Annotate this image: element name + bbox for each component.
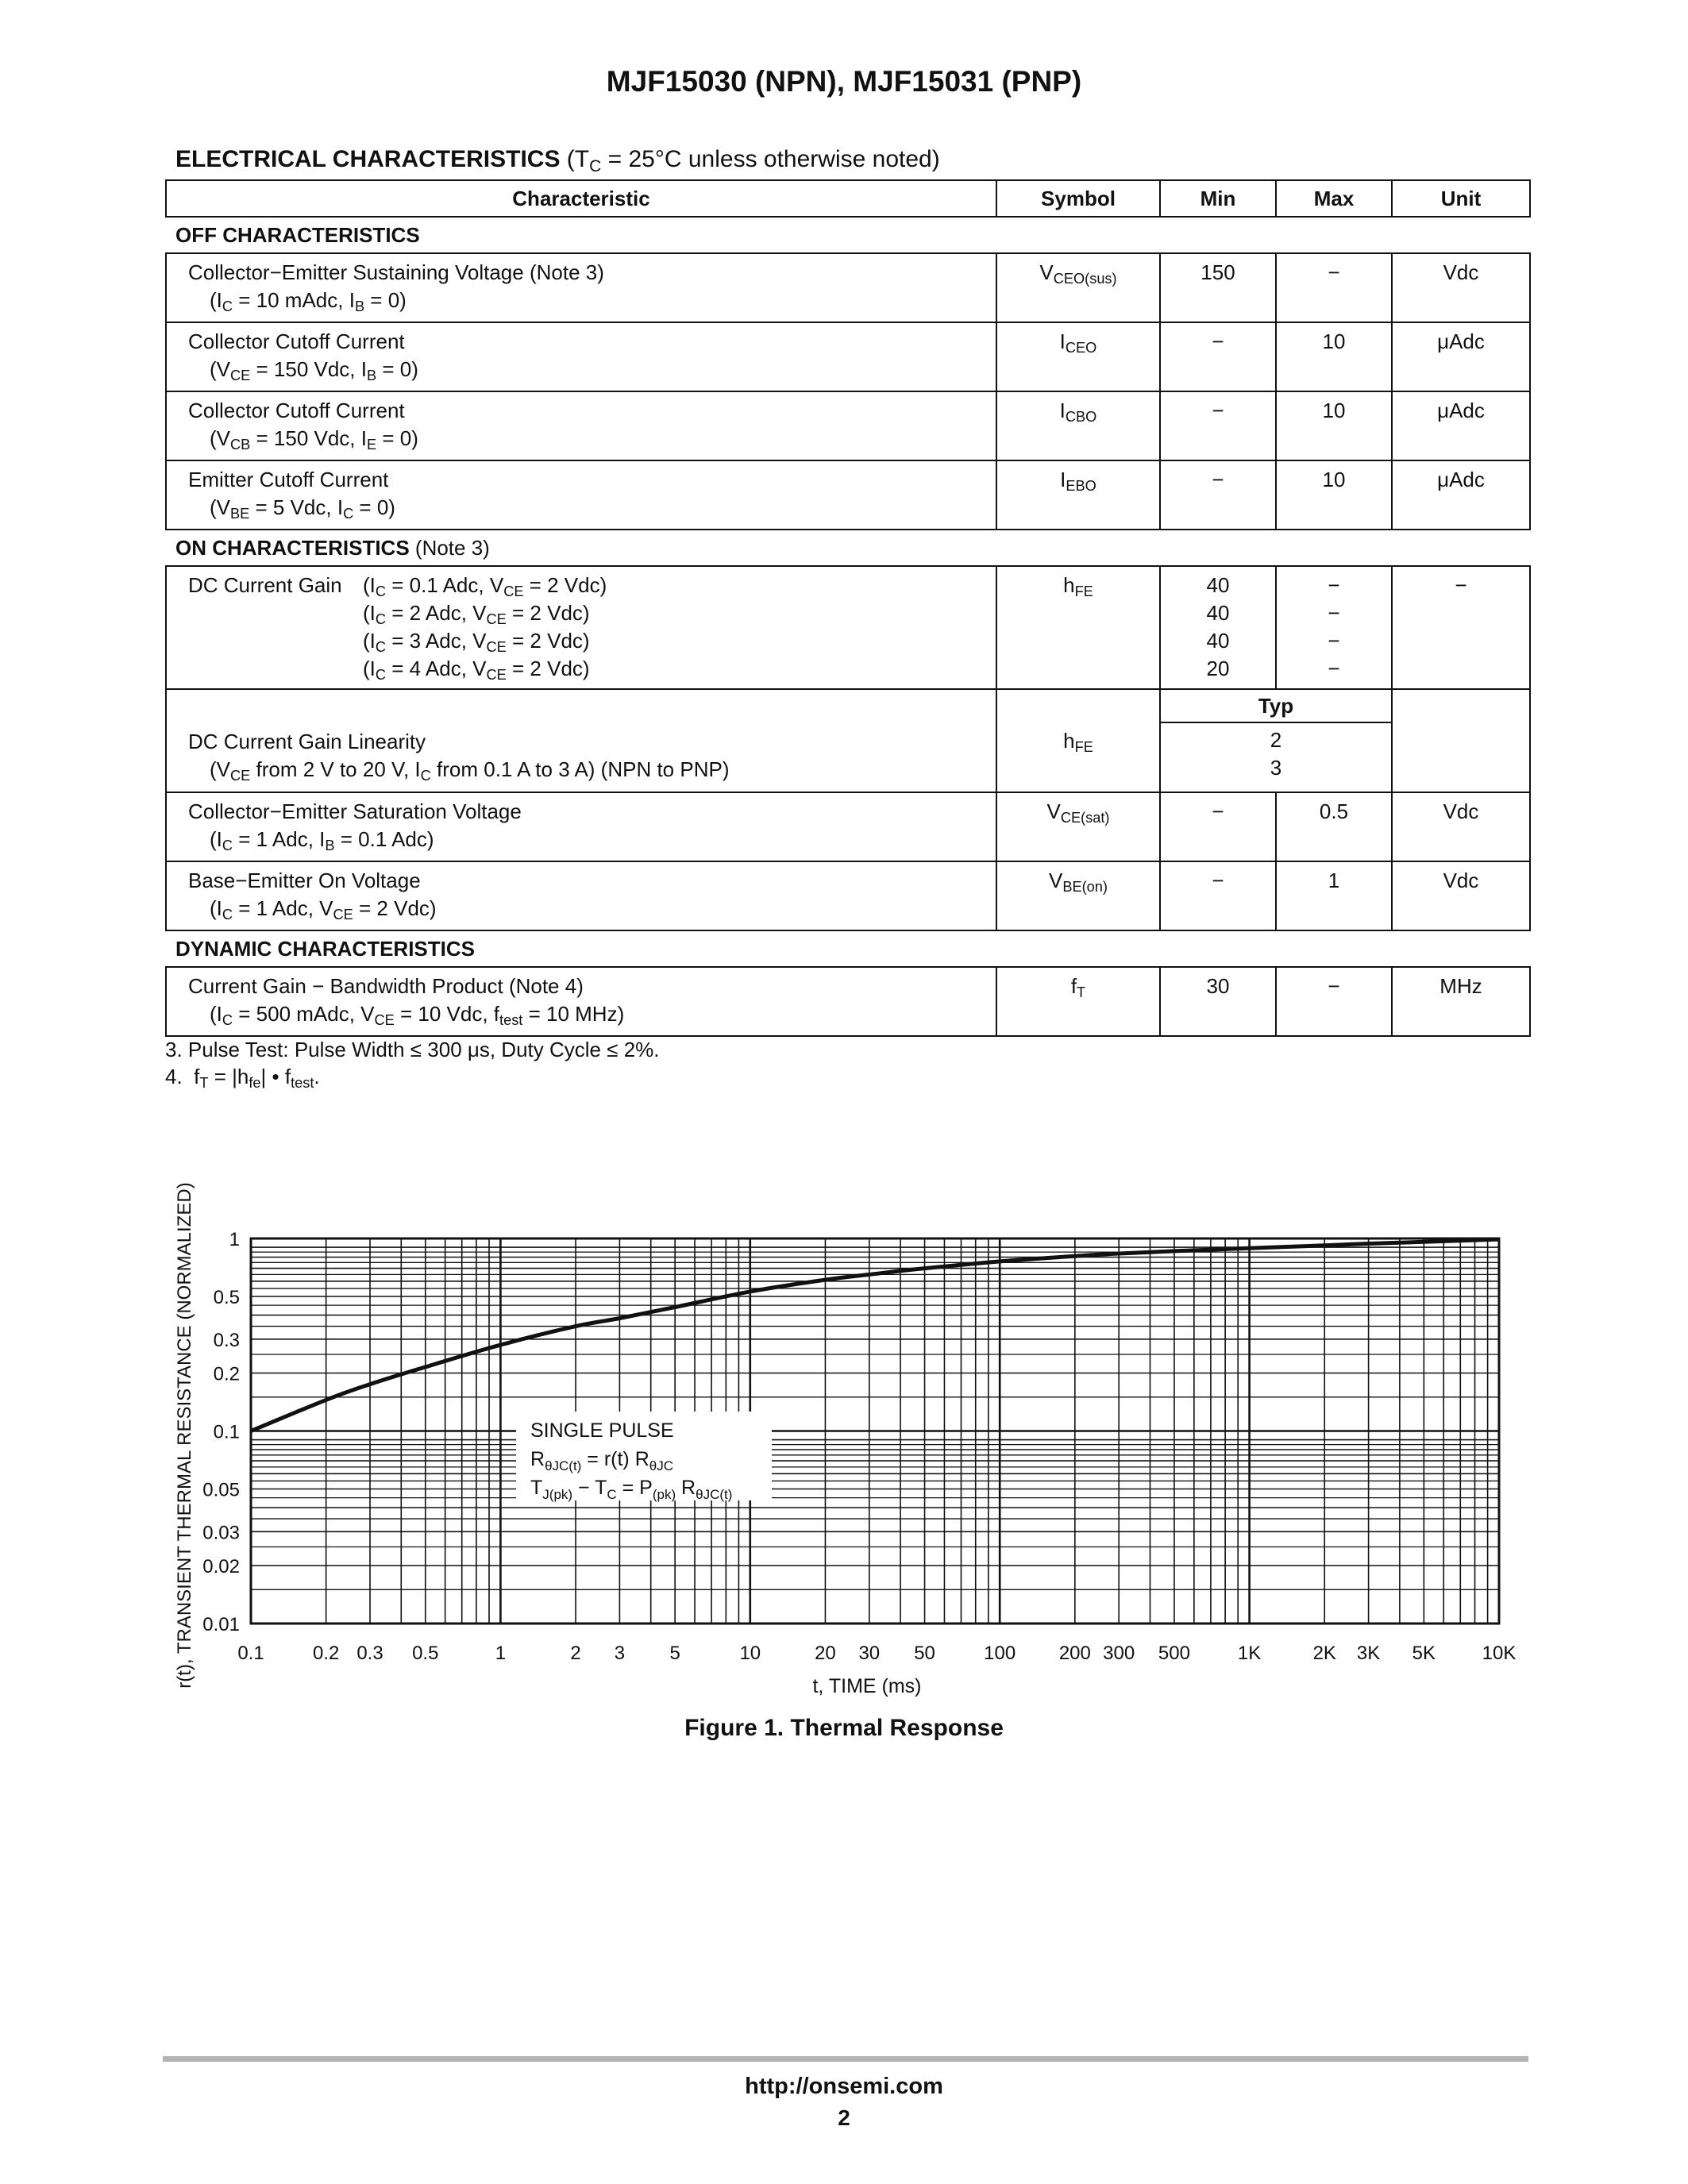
symbol-cell: $I_{CEO}$ (996, 322, 1160, 391)
footer-divider (163, 2056, 1528, 2062)
gain-line-0 (188, 572, 996, 599)
min-cell: − (1160, 322, 1276, 391)
max-cell: 10 (1276, 460, 1392, 530)
x-tick-label: 5 (669, 1643, 680, 1664)
table-header-row (166, 180, 1530, 217)
gain-condition: ($I_C = 0.1$ Adc, $V_{CE} = 2$ Vdc) (363, 573, 607, 600)
x-axis-label: t, TIME (ms) (812, 1675, 922, 1697)
table-row (166, 253, 1530, 322)
section-condition-post: = 25°C unless otherwise noted) (601, 146, 940, 172)
max-cell: − (1276, 967, 1392, 1036)
min-cell: − (1160, 792, 1276, 861)
header-max: Max (1276, 180, 1392, 217)
x-tick-label: 1 (495, 1643, 507, 1664)
gain-condition: ($I_C = 4$ Adc, $V_{CE} = 2$ Vdc) (363, 657, 590, 684)
x-tick-label: 0.2 (312, 1643, 340, 1664)
x-tick-label: 10K (1482, 1643, 1517, 1664)
x-tick-label: 200 (1058, 1643, 1091, 1664)
unit-cell: μAdc (1392, 391, 1530, 460)
section-condition-pre: (T (566, 146, 590, 172)
table-row (166, 460, 1530, 530)
max-value: − (1328, 657, 1340, 680)
characteristic-cell (166, 689, 996, 792)
y-tick-label: 0.1 (213, 1421, 240, 1443)
symbol-cell: $h_{FE}$ (996, 566, 1160, 689)
characteristic-condition: ($I_C = 500$ mAdc, $V_{CE} = 10$ Vdc, $f_{test} = 10$ MHz) (210, 1002, 625, 1029)
max-cell: 0.5 (1276, 792, 1392, 861)
table-row (166, 967, 1530, 1036)
y-tick-label: 0.05 (202, 1479, 240, 1501)
figure-caption: Figure 1. Thermal Response (684, 1715, 1004, 1741)
y-tick-label: 0.5 (213, 1286, 240, 1308)
characteristic-cell (166, 322, 996, 391)
section-title-on (166, 530, 1530, 566)
characteristic-name: Current Gain − Bandwidth Product (Note 4) (188, 974, 584, 998)
y-tick-label: 0.02 (202, 1556, 240, 1578)
symbol-cell: $h_{FE}$ (996, 689, 1160, 792)
y-tick-label: 0.2 (213, 1363, 240, 1385)
symbol-cell: $I_{EBO}$ (996, 460, 1160, 530)
section-condition-sub: C (589, 156, 602, 175)
characteristic-condition: ($I_C = 1$ Adc, $I_B = 0.1$ Adc) (210, 827, 434, 854)
typ-value: 2 (1270, 728, 1282, 752)
characteristic-cell (166, 460, 996, 530)
header-symbol: Symbol (996, 180, 1160, 217)
x-tick-label: 30 (858, 1643, 881, 1664)
footnote-4-text: $f_T = |h_{fe}|$ • $f_{test}$. (194, 1065, 320, 1092)
min-cell: − (1160, 391, 1276, 460)
symbol-cell: $V_{BE(on)}$ (996, 861, 1160, 930)
max-cell: 10 (1276, 322, 1392, 391)
y-axis-label: r(t), TRANSIENT THERMAL RESISTANCE (NORMALIZED) (174, 1182, 195, 1689)
y-tick-label: 0.01 (202, 1614, 240, 1635)
characteristic-name: Collector Cutoff Current (188, 399, 405, 422)
unit-cell: Vdc (1392, 861, 1530, 930)
characteristic-condition: ($V_{CE}$ from 2 V to 20 V, $I_C$ from 0.1 A to 3 A) (NPN to PNP) (210, 757, 730, 784)
characteristic-condition: ($I_C = 1$ Adc, $V_{CE} = 2$ Vdc) (210, 896, 437, 923)
y-tick-label: 0.03 (202, 1522, 240, 1544)
characteristic-name: Collector Cutoff Current (188, 329, 405, 353)
x-tick-label: 0.3 (356, 1643, 383, 1664)
symbol-cell: $f_T$ (996, 967, 1160, 1036)
section-note-on: (Note 3) (414, 535, 490, 560)
characteristic-name: Collector−Emitter Sustaining Voltage (Note 3) (188, 260, 604, 284)
electrical-characteristics-table (165, 179, 1531, 1037)
max-value: − (1328, 629, 1340, 653)
unit-cell (1392, 689, 1530, 792)
x-tick-label: 50 (914, 1643, 935, 1664)
table-row (166, 391, 1530, 460)
max-cell: 10 (1276, 391, 1392, 460)
section-title-dynamic: DYNAMIC CHARACTERISTICS (166, 930, 1530, 967)
legend-line-3: $T_{J(pk)} - T_C = P_{(pk)}$ $R_{\theta JC(t)}$ (530, 1477, 733, 1502)
characteristic-cell (166, 391, 996, 460)
table-row (166, 566, 1530, 689)
min-value: 40 (1206, 573, 1230, 597)
header-characteristic: Characteristic (166, 180, 996, 217)
gain-condition: ($I_C = 3$ Adc, $V_{CE} = 2$ Vdc) (363, 629, 590, 656)
max-cell: − (1276, 253, 1392, 322)
unit-cell: MHz (1392, 967, 1530, 1036)
x-tick-labels (237, 1643, 1516, 1664)
legend-line-2: $R_{\theta JC(t)} = r(t)$ $R_{\theta JC}$ (530, 1448, 673, 1473)
footnote-4 (165, 1063, 660, 1090)
characteristic-cell (166, 253, 996, 322)
typ-cell (1160, 689, 1392, 792)
characteristic-condition: ($V_{CB} = 150$ Vdc, $I_E = 0$) (210, 426, 418, 453)
unit-cell: − (1392, 566, 1530, 689)
max-value: − (1328, 601, 1340, 625)
characteristic-cell (166, 792, 996, 861)
x-tick-label: 0.1 (237, 1643, 264, 1664)
typ-value: 3 (1270, 756, 1282, 780)
footnote-3: 3. Pulse Test: Pulse Width ≤ 300 μs, Duty Cycle ≤ 2%. (165, 1038, 660, 1061)
min-cell: 150 (1160, 253, 1276, 322)
typ-label: Typ (1161, 690, 1391, 723)
footnote-4-number: 4. (165, 1065, 183, 1088)
unit-cell: μAdc (1392, 460, 1530, 530)
min-cell (1160, 566, 1276, 689)
section-title: ELECTRICAL CHARACTERISTICS (175, 146, 561, 172)
x-tick-label: 0.5 (412, 1643, 439, 1664)
x-tick-label: 10 (739, 1643, 761, 1664)
section-title-off: OFF CHARACTERISTICS (166, 217, 1530, 253)
unit-cell: Vdc (1392, 253, 1530, 322)
section-row-dynamic (166, 930, 1530, 967)
characteristic-condition: ($V_{BE} = 5$ Vdc, $I_C = 0$) (210, 495, 395, 522)
x-tick-label: 3 (614, 1643, 626, 1664)
characteristic-condition: ($V_{CE} = 150$ Vdc, $I_B = 0$) (210, 357, 418, 384)
characteristic-name: Collector−Emitter Saturation Voltage (188, 799, 522, 823)
table-row (166, 322, 1530, 391)
min-value: 40 (1206, 629, 1230, 653)
min-cell: − (1160, 460, 1276, 530)
table-row (166, 861, 1530, 930)
characteristic-name: DC Current Gain Linearity (188, 730, 426, 753)
gain-condition: ($I_C = 2$ Adc, $V_{CE} = 2$ Vdc) (363, 601, 590, 628)
symbol-cell: $V_{CE(sat)}$ (996, 792, 1160, 861)
x-tick-label: 20 (815, 1643, 836, 1664)
characteristic-condition: ($I_C = 10$ mAdc, $I_B = 0$) (210, 288, 407, 315)
min-cell: − (1160, 861, 1276, 930)
x-tick-label: 100 (984, 1643, 1016, 1664)
table-row (166, 792, 1530, 861)
y-tick-labels (202, 1229, 240, 1635)
thermal-response-chart (0, 1159, 1688, 1699)
unit-cell: μAdc (1392, 322, 1530, 391)
characteristic-cell (166, 967, 996, 1036)
characteristic-cell (166, 861, 996, 930)
characteristic-cell (166, 566, 996, 689)
section-heading (175, 146, 940, 173)
max-cell: 1 (1276, 861, 1392, 930)
x-tick-label: 5K (1412, 1643, 1436, 1664)
characteristic-name: Emitter Cutoff Current (188, 468, 389, 491)
symbol-cell: $V_{CEO(sus)}$ (996, 253, 1160, 322)
footer-url: http://onsemi.com (745, 2074, 943, 2099)
min-value: 20 (1206, 657, 1230, 680)
x-tick-label: 500 (1158, 1643, 1190, 1664)
table-row (166, 689, 1530, 792)
y-tick-label: 0.3 (213, 1329, 240, 1351)
legend-line-1: SINGLE PULSE (530, 1419, 674, 1442)
header-min: Min (1160, 180, 1276, 217)
characteristic-name: DC Current Gain (188, 573, 342, 597)
section-row-on (166, 530, 1530, 566)
page-number: 2 (838, 2105, 850, 2130)
unit-cell: Vdc (1392, 792, 1530, 861)
x-tick-label: 3K (1356, 1643, 1381, 1664)
min-cell: 30 (1160, 967, 1276, 1036)
characteristic-name: Base−Emitter On Voltage (188, 869, 421, 892)
x-tick-label: 2 (570, 1643, 581, 1664)
max-cell (1276, 566, 1392, 689)
document-title: MJF15030 (NPN), MJF15031 (PNP) (606, 65, 1082, 98)
x-tick-label: 2K (1312, 1643, 1336, 1664)
section-row-off (166, 217, 1530, 253)
x-tick-label: 1K (1237, 1643, 1262, 1664)
footnotes (165, 1036, 660, 1090)
min-value: 40 (1206, 601, 1230, 625)
section-title-on-text: ON CHARACTERISTICS (175, 535, 410, 560)
header-unit: Unit (1392, 180, 1530, 217)
max-value: − (1328, 573, 1340, 597)
y-tick-label: 1 (229, 1229, 240, 1250)
x-tick-label: 300 (1103, 1643, 1135, 1664)
symbol-cell: $I_{CBO}$ (996, 391, 1160, 460)
